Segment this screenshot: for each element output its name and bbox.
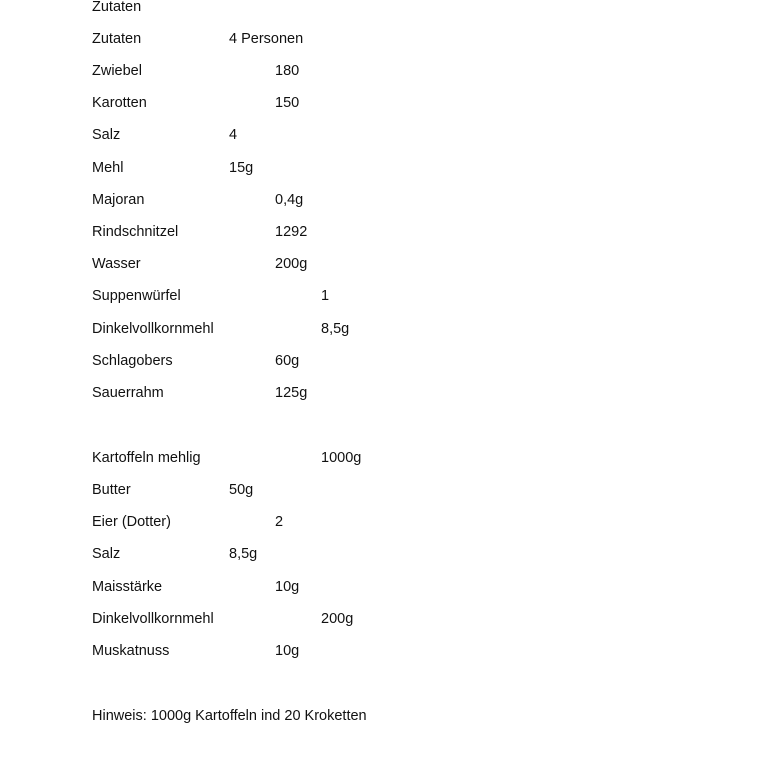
ingredient-name: Salz — [92, 546, 121, 562]
ingredient-amount: 200g — [321, 611, 354, 627]
ingredient-amount: 180 — [275, 63, 300, 79]
header-label: Zutaten — [92, 31, 142, 47]
ingredient-name: Dinkelvollkornmehl — [92, 611, 214, 627]
ingredient-amount: 200g — [275, 256, 308, 272]
heading-text: Zutaten — [92, 0, 142, 15]
ingredient-name: Eier (Dotter) — [92, 514, 171, 530]
ingredient-name: Dinkelvollkornmehl — [92, 321, 214, 337]
ingredient-name: Salz — [92, 127, 121, 143]
ingredient-amount: 8,5g — [229, 546, 258, 562]
ingredient-amount: 1 — [321, 288, 330, 304]
note-text: Hinweis: 1000g Kartoffeln ind 20 Kroketten — [92, 708, 367, 724]
ingredient-amount: 1000g — [321, 450, 362, 466]
ingredient-amount: 125g — [275, 385, 308, 401]
ingredient-amount: 15g — [229, 160, 254, 176]
ingredient-name: Rindschnitzel — [92, 224, 179, 240]
ingredient-amount: 10g — [275, 643, 300, 659]
ingredient-name: Kartoffeln mehlig — [92, 450, 201, 466]
ingredient-name: Sauerrahm — [92, 385, 164, 401]
ingredient-name: Wasser — [92, 256, 141, 272]
ingredient-name: Karotten — [92, 95, 147, 111]
ingredient-amount: 4 — [229, 127, 238, 143]
ingredient-name: Muskatnuss — [92, 643, 170, 659]
ingredient-name: Suppenwürfel — [92, 288, 181, 304]
ingredient-name: Butter — [92, 482, 131, 498]
ingredient-amount: 0,4g — [275, 192, 304, 208]
ingredient-name: Mehl — [92, 160, 124, 176]
ingredient-amount: 1292 — [275, 224, 308, 240]
ingredient-name: Zwiebel — [92, 63, 142, 79]
ingredient-name: Majoran — [92, 192, 145, 208]
ingredient-amount: 10g — [275, 579, 300, 595]
ingredient-amount: 60g — [275, 353, 300, 369]
header-servings: 4 Personen — [229, 31, 304, 47]
ingredient-amount: 50g — [229, 482, 254, 498]
ingredient-amount: 2 — [275, 514, 284, 530]
ingredient-amount: 8,5g — [321, 321, 350, 337]
ingredient-amount: 150 — [275, 95, 300, 111]
ingredient-name: Maisstärke — [92, 579, 163, 595]
ingredient-name: Schlagobers — [92, 353, 173, 369]
